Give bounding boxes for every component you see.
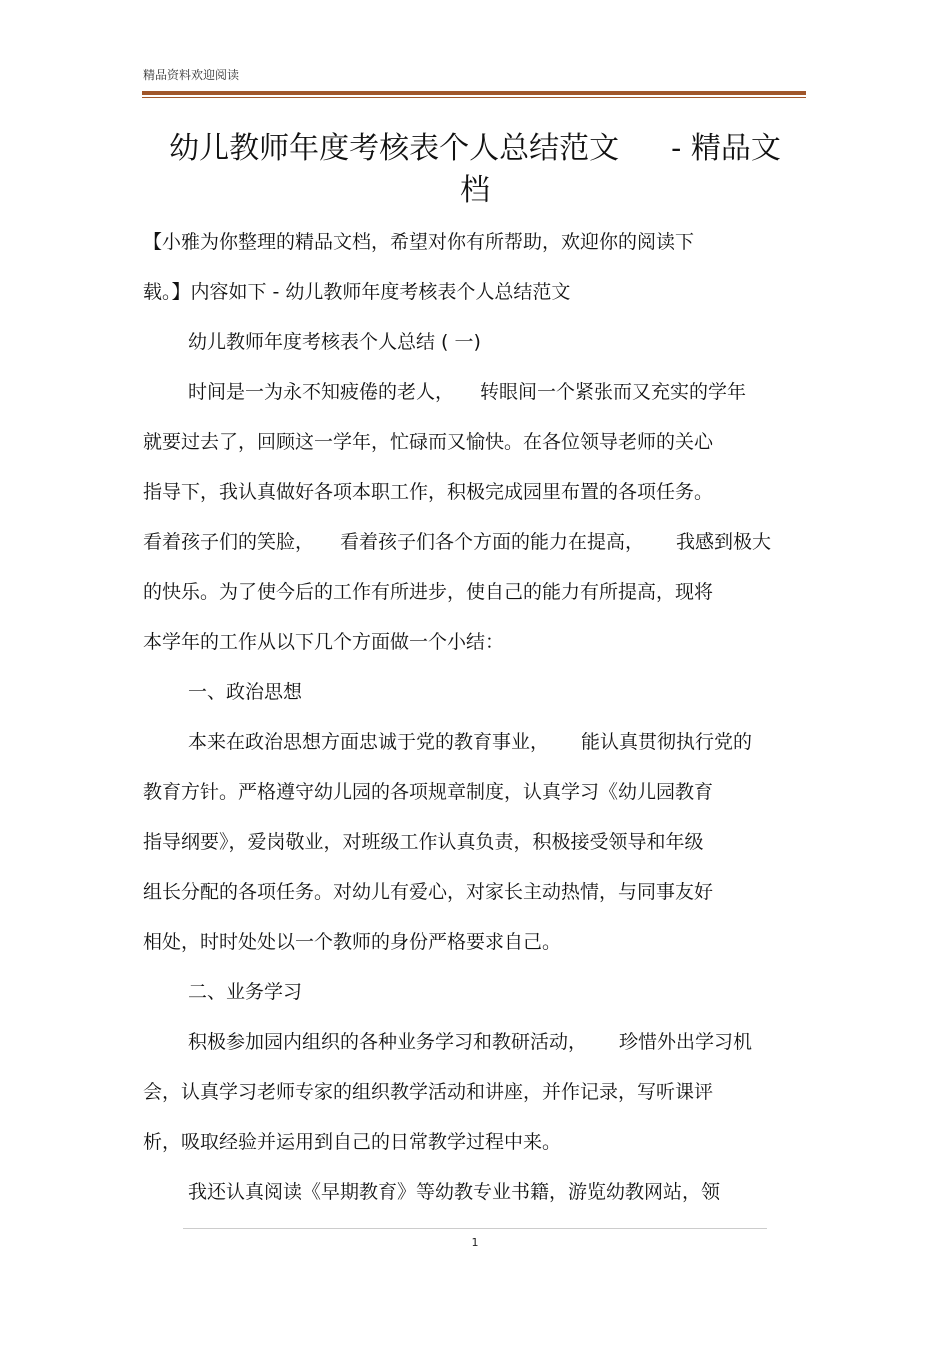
body-line: 教育方针。严格遵守幼儿园的各项规章制度，认真学习《幼儿园教育 — [143, 781, 714, 803]
section-heading: 二、业务学习 — [188, 981, 303, 1003]
title-line-2: 档 — [460, 173, 490, 208]
body-line: 会，认真学习老师专家的组织教学活动和讲座，并作记录，写听课评 — [143, 1081, 714, 1103]
body-line: 指导下，我认真做好各项本职工作，积极完成园里布置的各项任务。 — [143, 481, 714, 503]
body-line: 我还认真阅读《早期教育》等幼教专业书籍，游览幼教网站，领 — [188, 1181, 721, 1203]
header-rule — [142, 91, 806, 95]
body-fragment: 转眼间一个紧张而又充实的学年 — [480, 381, 747, 403]
page-number: 1 — [471, 1236, 479, 1249]
body-line: 本学年的工作从以下几个方面做一个小结： — [143, 631, 505, 653]
body-line: 的快乐。为了使今后的工作有所进步，使自己的能力有所提高，现将 — [143, 581, 714, 603]
body-line — [188, 1029, 752, 1055]
body-fragment: 看着孩子们各个方面的能力在提高， — [340, 531, 645, 553]
body-line: 载。】内容如下 - 幼儿教师年度考核表个人总结范文 — [143, 281, 571, 303]
section-heading: 一、政治思想 — [188, 681, 303, 703]
header-rule-thin — [142, 97, 806, 98]
title-line-1-main: 幼儿教师年度考核表个人总结范文 — [169, 131, 620, 166]
document-title — [142, 128, 808, 212]
body-line: 组长分配的各项任务。对幼儿有爱心，对家长主动热情，与同事友好 — [143, 881, 714, 903]
body-fragment: 时间是一为永不知疲倦的老人， — [188, 381, 455, 403]
body-fragment: 珍惜外出学习机 — [619, 1031, 753, 1053]
body-fragment: 能认真贯彻执行党的 — [581, 731, 753, 753]
body-line: 析，吸取经验并运用到自己的日常教学过程中来。 — [143, 1131, 562, 1153]
footer-rule — [183, 1228, 767, 1229]
body-line: 相处，时时处处以一个教师的身份严格要求自己。 — [143, 931, 562, 953]
body-fragment: 我感到极大 — [676, 531, 772, 553]
section-heading: 幼儿教师年度考核表个人总结 ( 一) — [188, 331, 481, 353]
body-line: 【小雅为你整理的精品文档，希望对你有所帮助，欢迎你的阅读下 — [143, 231, 695, 253]
body-line: 指导纲要》，爱岗敬业，对班级工作认真负责，积极接受领导和年级 — [143, 831, 704, 853]
body-fragment: 积极参加园内组织的各种业务学习和教研活动， — [188, 1031, 588, 1053]
title-line-1-suffix: - 精品文 — [671, 131, 781, 166]
body-line: 就要过去了，回顾这一学年，忙碌而又愉快。在各位领导老师的关心 — [143, 431, 714, 453]
header-label: 精品资料欢迎阅读 — [143, 68, 240, 82]
body-fragment: 看着孩子们的笑脸， — [143, 531, 315, 553]
body-line — [188, 379, 746, 405]
body-line — [188, 729, 752, 755]
title-line-1 — [142, 128, 808, 170]
body-line — [143, 529, 771, 555]
body-fragment: 本来在政治思想方面忠诚于党的教育事业， — [188, 731, 550, 753]
